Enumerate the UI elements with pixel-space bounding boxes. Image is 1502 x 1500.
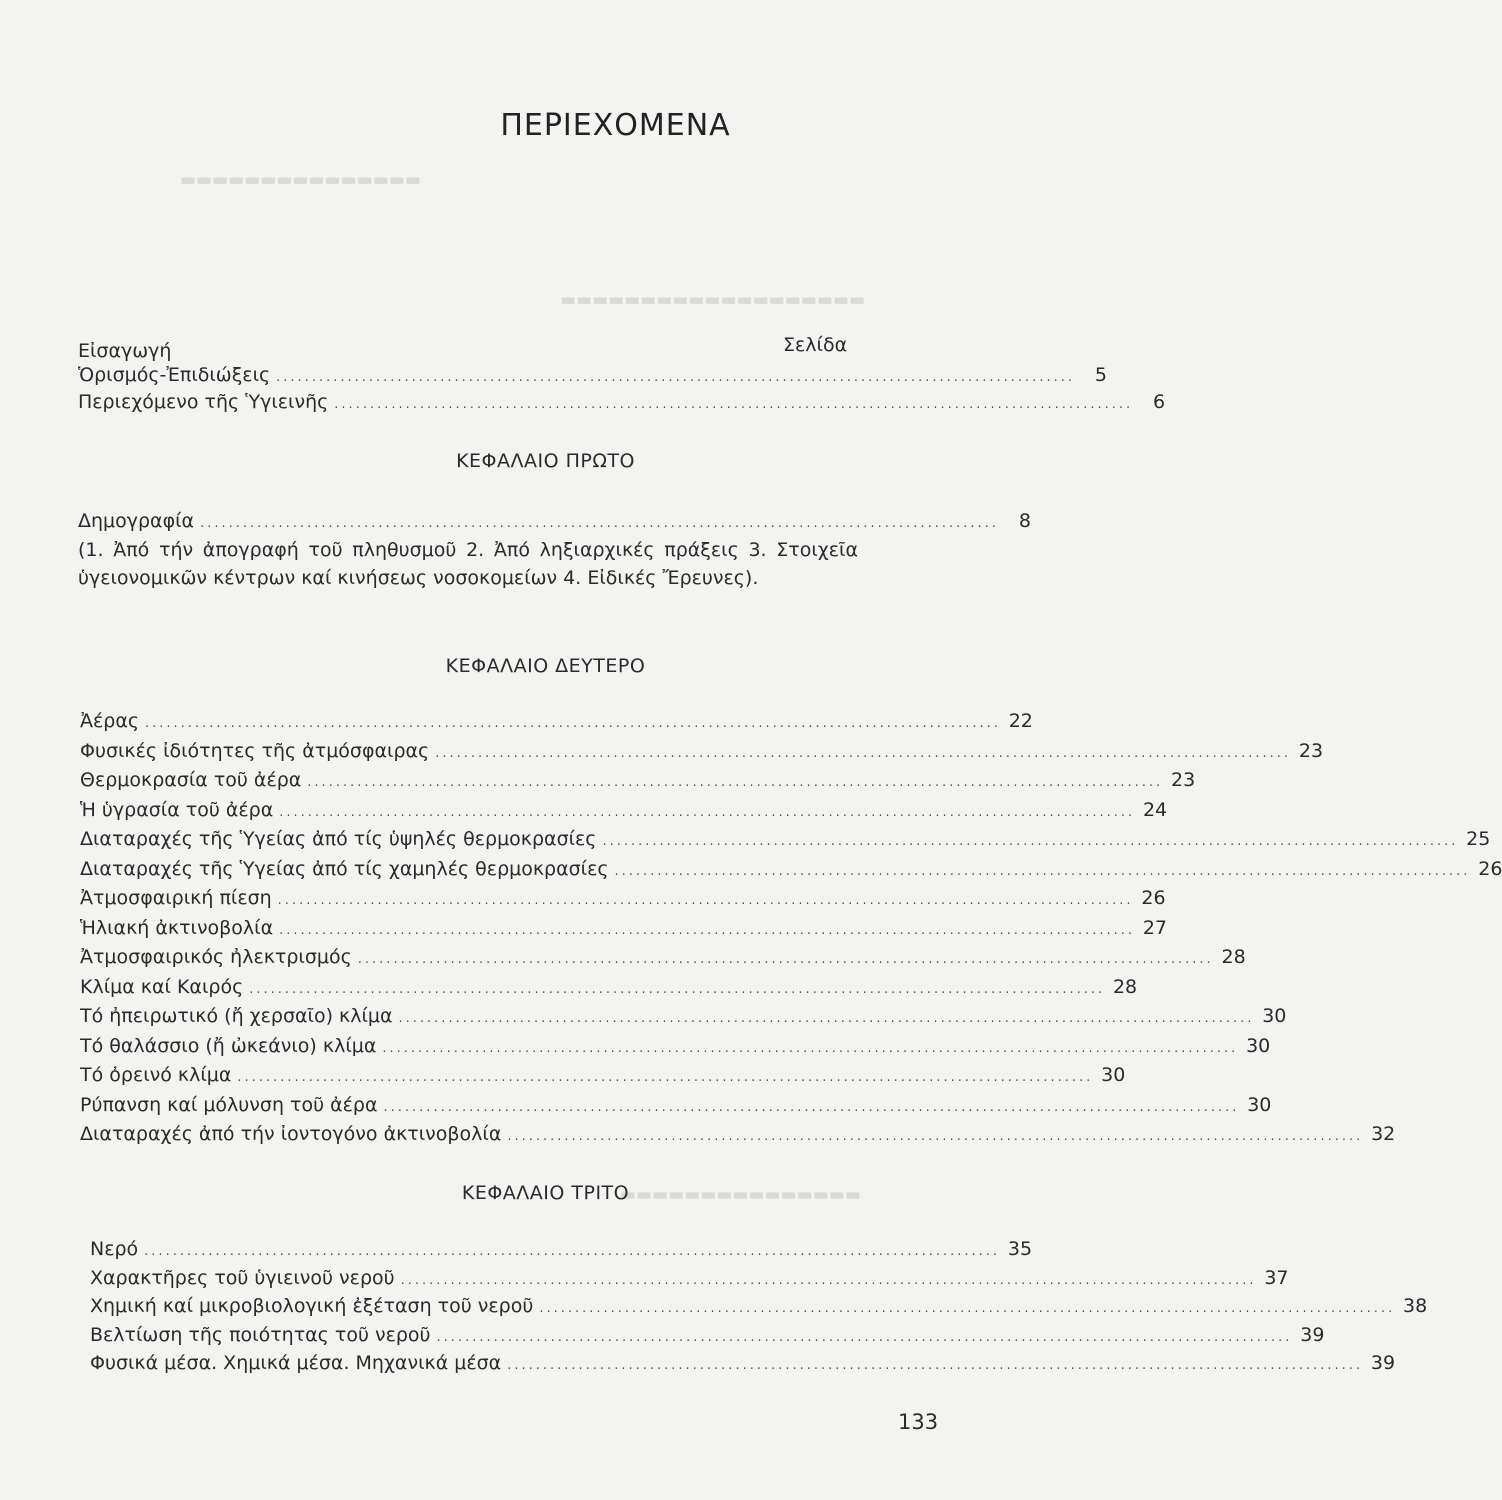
- toc-entry: [80, 798, 1168, 825]
- toc-entry-label: Φυσικά μέσα. Χημικά μέσα. Μηχανικά μέσα: [90, 1352, 502, 1374]
- toc-entry-page: 22: [1008, 710, 1033, 732]
- toc-entry-label: Τό θαλάσσιο (ἤ ὠκεάνιο) κλίμα: [80, 1034, 377, 1057]
- chapter-heading: ΚΕΦΑΛΑΙΟ ΤΡΙΤΟ: [461, 1182, 630, 1204]
- toc-entry: [90, 1238, 1033, 1264]
- show-through-decoration: ▬▬▬▬▬▬▬▬▬▬▬▬▬▬▬: [620, 1185, 861, 1205]
- toc-entry: [80, 769, 1196, 795]
- chapter-note: (1. Ἀπό τήν ἀπογραφή τοῦ πληθυσμοῦ 2. Ἀπό ληξιαρχικές πράξεις 3. Στοιχεῖα ὑγειονομικῶν κέντρων καί κινήσεως νοσοκομείων 4. Εἰδικές Ἔρευνες).: [78, 539, 858, 589]
- toc-entry: [90, 1352, 1396, 1378]
- leader-dots: ........................................................................................................................: [507, 1129, 1364, 1144]
- toc-entry-page: 8: [1018, 510, 1031, 532]
- toc-entry: [78, 391, 1166, 417]
- toc-entry-page: 28: [1221, 946, 1246, 968]
- toc-entry-page: 38: [1403, 1295, 1428, 1317]
- toc-entry: [80, 1064, 1126, 1090]
- toc-entry: [80, 975, 1138, 1002]
- leader-dots: ................................................................................................................: [276, 370, 1075, 385]
- leader-dots: ........................................................................................................................: [279, 922, 1136, 938]
- toc-entry: [80, 1005, 1287, 1031]
- toc-entry-label: Ἡλιακή ἀκτινοβολία: [80, 916, 274, 939]
- leader-dots: ........................................................................................................................: [614, 863, 1471, 879]
- toc-entry-page: 39: [1300, 1323, 1325, 1346]
- toc-entry-label: Τό ὀρεινό κλίμα: [80, 1064, 232, 1086]
- show-through-decoration: ▬▬▬▬▬▬▬▬▬▬▬▬▬▬▬▬▬▬▬: [560, 290, 866, 310]
- toc-entry: [80, 710, 1033, 736]
- leader-dots: ........................................................................................................................: [357, 952, 1214, 967]
- toc-entry-label: Περιεχόμενο τῆς Ὑγιεινῆς: [78, 391, 329, 413]
- page-title: ΠΕΡΙΕΧΟΜΕΝΑ: [500, 108, 731, 143]
- toc-entry-label: Ἀτμοσφαιρική πίεση: [80, 887, 272, 909]
- toc-entry-label: Διαταραχές τῆς Ὑγείας ἀπό τίς ὑψηλές θερμοκρασίες: [80, 828, 597, 850]
- toc-entry: [78, 340, 858, 366]
- toc-entry-label: Κλίμα καί Καιρός: [80, 975, 244, 998]
- toc-entry-label: Χημική καί μικροβιολογική ἐξέταση τοῦ νεροῦ: [90, 1295, 534, 1317]
- toc-entry: [78, 364, 1107, 390]
- toc-entry-page: 39: [1370, 1352, 1396, 1374]
- leader-dots: ........................................................................................................................: [400, 1272, 1257, 1288]
- toc-entry: [80, 946, 1246, 972]
- toc-entry: [80, 916, 1168, 943]
- leader-dots: ................................................................................................................: [334, 397, 1134, 412]
- toc-entry-label: Χαρακτῆρες τοῦ ὑγιεινοῦ νεροῦ: [90, 1266, 395, 1289]
- toc-entry-page: 30: [1101, 1064, 1126, 1086]
- chapter-heading: ΚΕΦΑΛΑΙΟ ΔΕΥΤΕΡΟ: [445, 655, 646, 677]
- toc-entry: [78, 510, 1031, 536]
- leader-dots: ........................................................................................................................: [507, 1358, 1364, 1373]
- toc-entry: [80, 1093, 1272, 1120]
- toc-entry-label: Διαταραχές τῆς Ὑγείας ἀπό τίς χαμηλές θερμοκρασίες: [80, 857, 609, 880]
- toc-entry-label: Ὁρισμός-Ἐπιδιώξεις: [78, 364, 271, 386]
- leader-dots: ........................................................................................................................: [398, 1011, 1255, 1026]
- toc-entry-page: 26: [1141, 887, 1166, 909]
- toc-entry-page: 24: [1142, 798, 1168, 821]
- toc-entry-label: Νερό: [90, 1238, 139, 1260]
- toc-entry-page: 5: [1094, 364, 1107, 386]
- toc-entry-label: Ρύπανση καί μόλυνση τοῦ ἀέρα: [80, 1093, 378, 1116]
- toc-entry: [80, 887, 1166, 913]
- leader-dots: ........................................................................................................................: [435, 745, 1292, 761]
- toc-entry-label: Θερμοκρασία τοῦ ἀέρα: [80, 769, 302, 791]
- leader-dots: ........................................................................................................................: [277, 893, 1134, 908]
- toc-entry-page: 6: [1153, 391, 1166, 413]
- leader-dots: ........................................................................................................................: [383, 1099, 1240, 1115]
- toc-entry-page: 28: [1112, 975, 1138, 998]
- leader-dots: ........................................................................................................................: [279, 804, 1136, 820]
- leader-dots: ........................................................................................................................: [382, 1040, 1239, 1056]
- toc-entry-page: 35: [1007, 1238, 1033, 1260]
- toc-entry: [80, 739, 1324, 766]
- page-column-label: Σελίδα: [783, 334, 848, 356]
- toc-entry-page: 26: [1478, 857, 1502, 880]
- toc-entry-label: Εἰσαγωγή: [78, 340, 172, 362]
- show-through-decoration: ▬▬▬▬▬▬▬▬▬▬▬▬▬▬▬: [180, 170, 421, 190]
- toc-entry-label: Διαταραχές ἀπό τήν ἰοντογόνο ἀκτινοβολία: [80, 1123, 502, 1145]
- leader-dots: ........................................................................................................................: [144, 1244, 1001, 1259]
- toc-entry-page: 23: [1298, 739, 1324, 762]
- toc-entry-page: 27: [1142, 916, 1168, 939]
- toc-entry-label: Ἡ ὑγρασία τοῦ ἀέρα: [80, 798, 274, 821]
- page-number: 133: [898, 1410, 939, 1434]
- toc-entry: [90, 1266, 1289, 1293]
- toc-entry: [80, 1123, 1396, 1149]
- toc-entry-label: Ἀτμοσφαιρικός ἠλεκτρισμός: [80, 946, 352, 968]
- toc-entry-page: 32: [1371, 1123, 1396, 1145]
- toc-entry: [90, 1295, 1428, 1321]
- toc-entry: [90, 1323, 1325, 1350]
- toc-entry-page: 30: [1246, 1034, 1271, 1057]
- toc-entry-page: 30: [1262, 1005, 1287, 1027]
- leader-dots: ........................................................................................................................: [539, 1301, 1396, 1316]
- leader-dots: ........................................................................................................................: [307, 775, 1164, 790]
- leader-dots: ........................................................................................................................: [249, 981, 1106, 997]
- toc-entry: [80, 1034, 1271, 1061]
- leader-dots: ........................................................................................................................: [237, 1070, 1094, 1085]
- toc-entry-label: Βελτίωση τῆς ποιότητας τοῦ νεροῦ: [90, 1323, 431, 1346]
- toc-entry-page: 30: [1247, 1093, 1272, 1116]
- leader-dots: ........................................................................................................................: [436, 1329, 1293, 1345]
- toc-entry-label: Φυσικές ἰδιότητες τῆς ἀτμόσφαιρας: [80, 739, 430, 762]
- chapter-heading: ΚΕΦΑΛΑΙΟ ΠΡΩΤΟ: [456, 450, 635, 472]
- leader-dots: ................................................................................................................: [200, 516, 999, 531]
- leader-dots: ........................................................................................................................: [602, 834, 1459, 849]
- toc-entry-page: 37: [1264, 1266, 1289, 1289]
- toc-entry-label: Τό ἠπειρωτικό (ἤ χερσαῖο) κλίμα: [80, 1005, 393, 1027]
- toc-entry: [80, 828, 1491, 854]
- toc-entry-page: 25: [1466, 828, 1491, 850]
- toc-entry: [80, 857, 1502, 884]
- leader-dots: ........................................................................................................................: [145, 716, 1001, 731]
- toc-entry-label: Δημογραφία: [78, 510, 195, 532]
- toc-entry-page: 23: [1171, 769, 1196, 791]
- toc-entry-label: Ἀέρας: [80, 710, 140, 732]
